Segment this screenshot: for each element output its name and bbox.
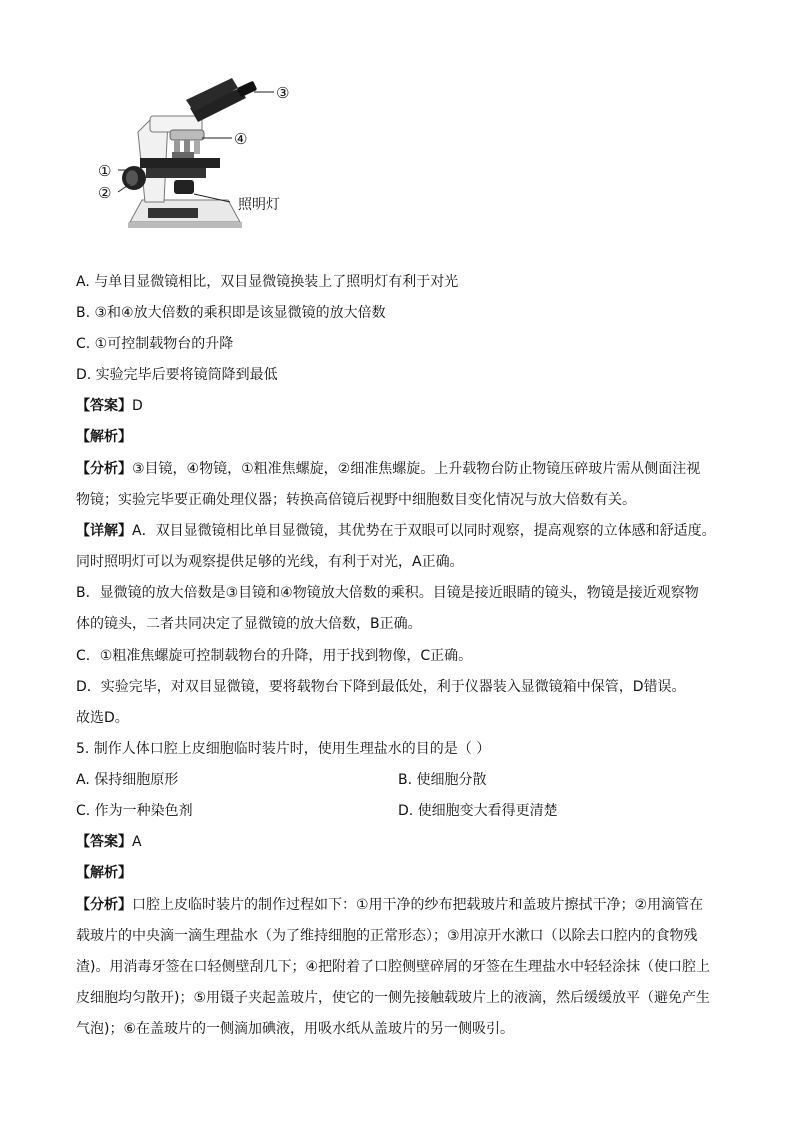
- q4-xiangjie-line3: B．显微镜的放大倍数是③目镜和④物镜放大倍数的乘积。目镜是接近眼睛的镜头，物镜是接近观察物: [76, 585, 699, 601]
- q4-xiangjie-line1: [76, 521, 716, 541]
- q4-fenxi-line1: [76, 459, 700, 479]
- fenxi-tag: 【分析】: [76, 897, 132, 913]
- fenxi-tag: 【分析】: [76, 461, 132, 477]
- fenxi-text: 口腔上皮临时装片的制作过程如下：①用干净的纱布把载玻片和盖玻片擦拭干净；②用滴管在: [132, 897, 704, 913]
- q5-analysis-tag: 【解析】: [76, 865, 132, 881]
- q5-fenxi-line1: [76, 895, 703, 915]
- fenxi-text: ③目镜，④物镜，①粗准焦螺旋，②细准焦螺旋。上升载物台防止物镜压碎玻片需从侧面注视: [132, 461, 701, 477]
- q4-option-b: B. ③和④放大倍数的乘积即是该显微镜的放大倍数: [76, 305, 386, 321]
- q5-option-d: D. 使细胞变大看得更清楚: [398, 803, 558, 819]
- label-coarse-knob: ①: [98, 162, 112, 180]
- q5-stem: 5. 制作人体口腔上皮细胞临时装片时，使用生理盐水的目的是（ ）: [76, 741, 491, 757]
- microscope-figure: [90, 72, 310, 252]
- q4-xiangjie-line4: 体的镜头，二者共同决定了显微镜的放大倍数，B正确。: [76, 616, 422, 632]
- answer-tag: 【答案】: [76, 834, 132, 850]
- xiangjie-tag: 【详解】: [76, 523, 132, 539]
- q5-fenxi-line2: 载玻片的中央滴一滴生理盐水（为了维持细胞的正常形态）；③用凉开水漱口（以除去口腔内的食物残: [76, 928, 698, 944]
- q5-option-c: C. 作为一种染色剂: [76, 803, 193, 819]
- q5-option-b: B. 使细胞分散: [398, 772, 487, 788]
- q5-fenxi-line5: 气泡)；⑥在盖玻片的一侧滴加碘液，用吸水纸从盖玻片的另一侧吸引。: [76, 1021, 515, 1037]
- q4-option-d: D. 实验完毕后要将镜筒降到最低: [76, 367, 278, 383]
- xiangjie-text: A．双目显微镜相比单目显微镜，其优势在于双眼可以同时观察，提高观察的立体感和舒适度。: [132, 523, 716, 539]
- q5-option-a: A. 保持细胞原形: [76, 772, 179, 788]
- label-objective: ④: [234, 130, 248, 148]
- label-fine-knob: ②: [98, 184, 112, 202]
- label-lamp: 照明灯: [238, 197, 280, 213]
- q4-xiangjie-line5: C．①粗准焦螺旋可控制载物台的升降，用于找到物像，C正确。: [76, 648, 473, 664]
- q4-fenxi-line2: 物镜；实验完毕要正确处理仪器；转换高倍镜后视野中细胞数目变化情况与放大倍数有关。: [76, 492, 636, 508]
- q5-fenxi-line4: 皮细胞均匀散开)；⑤用镊子夹起盖玻片，使它的一侧先接触载玻片上的液滴，然后缓缓放平（避免产生: [76, 990, 711, 1006]
- answer-value: A: [132, 834, 142, 850]
- q4-xiangjie-line6: D．实验完毕，对双目显微镜，要将载物台下降到最低处，利于仪器装入显微镜箱中保管，D错误。: [76, 679, 686, 695]
- q4-xiangjie-line2: 同时照明灯可以为观察提供足够的光线，有利于对光，A正确。: [76, 554, 464, 570]
- answer-value: D: [132, 398, 143, 414]
- q4-analysis-tag: 【解析】: [76, 429, 132, 445]
- q4-answer: [76, 396, 143, 416]
- q4-conclusion: 故选D。: [76, 710, 129, 726]
- q5-answer: [76, 832, 142, 852]
- q4-option-a: A. 与单目显微镜相比，双目显微镜换装上了照明灯有利于对光: [76, 274, 459, 290]
- q5-fenxi-line3: 渣)。用消毒牙签在口轻侧壁刮几下；④把附着了口腔侧壁碎屑的牙签在生理盐水中轻轻涂抹（使口腔上: [76, 959, 711, 975]
- label-eyepiece: ③: [276, 84, 290, 102]
- q4-option-c: C. ①可控制载物台的升降: [76, 336, 234, 352]
- answer-tag: 【答案】: [76, 398, 132, 414]
